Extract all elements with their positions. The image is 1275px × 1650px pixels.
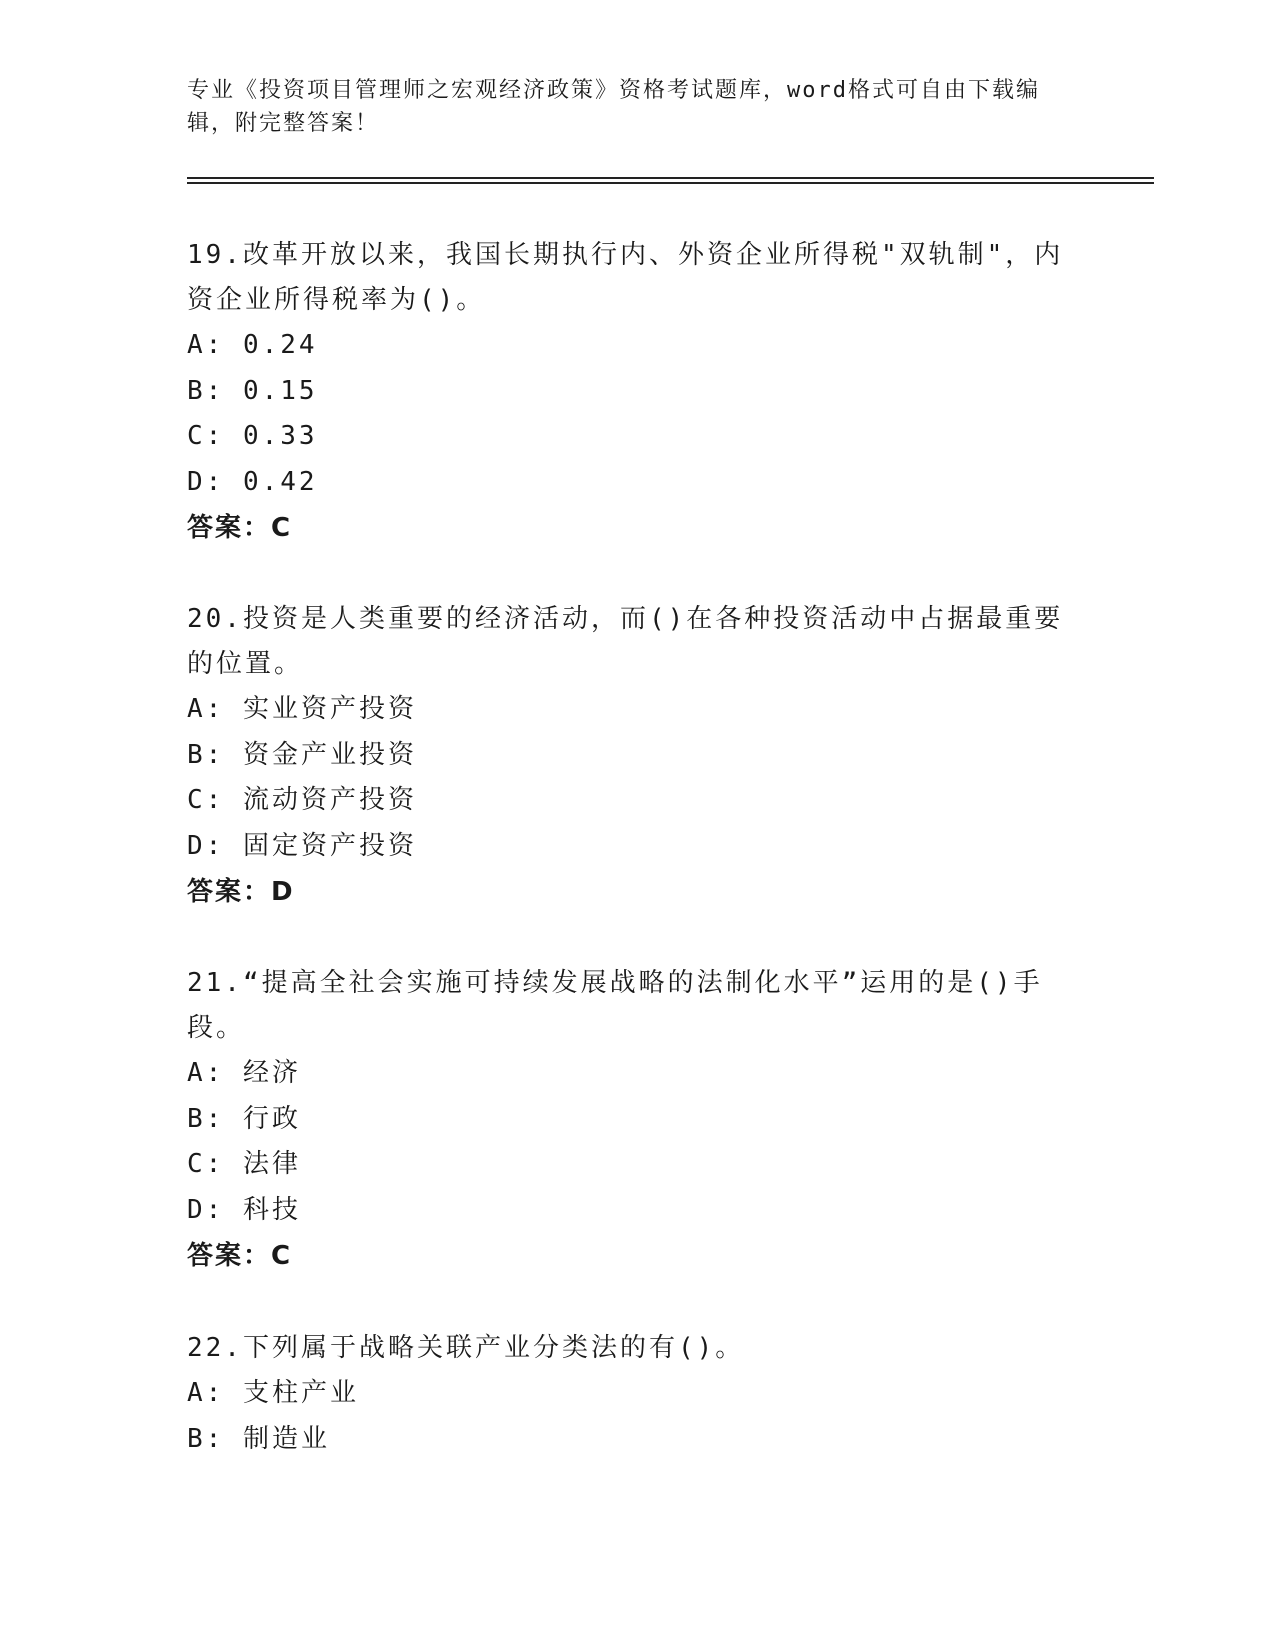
document-header: 专业《投资项目管理师之宏观经济政策》资格考试题库，word格式可自由下载编辑，附完整答案！: [187, 78, 1040, 136]
option-a: A: 支柱产业: [187, 1378, 359, 1408]
option-d: D: 0.42: [187, 466, 318, 497]
option-a: A: 经济: [187, 1058, 301, 1088]
option-b: B: 0.15: [187, 375, 318, 406]
option-d: D: 科技: [187, 1194, 301, 1225]
question-text: 19.改革开放以来，我国长期执行内、外资企业所得税"双轨制"，内资企业所得税率为()。: [187, 240, 1064, 315]
answer: 答案：C: [187, 513, 293, 543]
question-text: 22.下列属于战略关联产业分类法的有()。: [187, 1333, 745, 1363]
option-b: B: 制造业: [187, 1423, 330, 1454]
question-22: [187, 1326, 1067, 1462]
answer: 答案：D: [187, 877, 295, 907]
question-21: [187, 961, 1067, 1279]
question-20: [187, 597, 1067, 915]
option-b: B: 行政: [187, 1103, 301, 1134]
question-text: 21.“提高全社会实施可持续发展战略的法制化水平”运用的是()手段。: [187, 968, 1043, 1043]
option-a: A: 实业资产投资: [187, 694, 417, 724]
header-divider-top: [187, 177, 1154, 179]
question-text: 20.投资是人类重要的经济活动，而()在各种投资活动中占据最重要的位置。: [187, 604, 1064, 679]
header-divider-bottom: [187, 182, 1154, 184]
answer: 答案：C: [187, 1241, 293, 1271]
option-b: B: 资金产业投资: [187, 739, 417, 770]
option-c: C: 法律: [187, 1149, 301, 1179]
option-d: D: 固定资产投资: [187, 830, 417, 861]
option-c: C: 0.33: [187, 421, 318, 451]
option-a: A: 0.24: [187, 330, 318, 360]
question-19: [187, 233, 1067, 551]
option-c: C: 流动资产投资: [187, 785, 417, 815]
